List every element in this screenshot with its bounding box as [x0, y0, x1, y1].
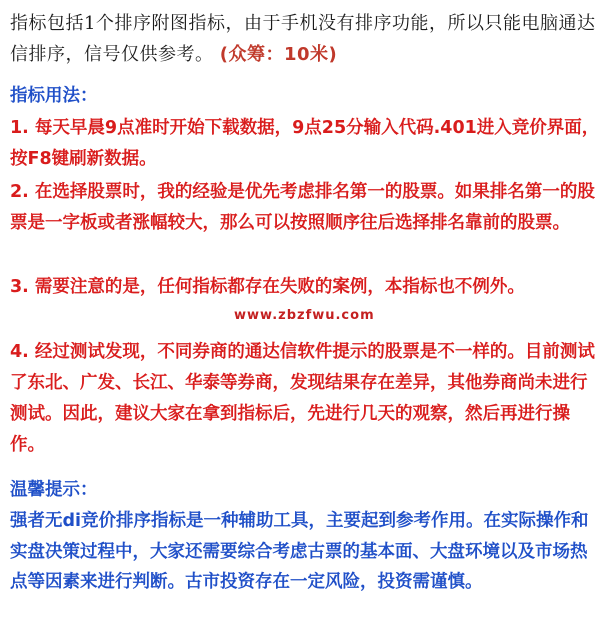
usage-item-4: 4. 经过测试发现，不同券商的通达信软件提示的股票是不一样的。目前测试了东北、广发、长江、华泰等券商，发现结果存在差异，其他券商尚未进行测试。因此，建议大家在拿到指标后，先进行几天的观察，然后再进行操作。: [10, 342, 595, 455]
usage-item-1: 1. 每天早晨9点准时开始下载数据，9点25分输入代码.401进入竞价界面，按F8键刷新数据。: [10, 118, 600, 169]
tips-heading: 温馨提示：: [10, 480, 98, 500]
intro-text: 指标包括1个排序附图指标，由于手机没有排序功能，所以只能电脑通达信排序，信号仅供参考。: [10, 13, 596, 65]
usage-item-2: 2. 在选择股票时，我的经验是优先考虑排名第一的股票。如果排名第一的股票是一字板或者涨幅较大，那么可以按照顺序往后选择排名靠前的股票。: [10, 182, 595, 233]
website-watermark: www.zbzfwu.com: [234, 308, 375, 323]
donation-note: (众筹：10米): [219, 44, 338, 65]
tips-body: 强者无di竞价排序指标是一种辅助工具，主要起到参考作用。在实际操作和实盘决策过程中，大家还需要综合考虑古票的基本面、大盘环境以及市场热点等因素来进行判断。古市投资存在一定风险，投资需谨慎。: [10, 511, 589, 592]
usage-item-3: 3. 需要注意的是，任何指标都存在失败的案例，本指标也不例外。: [10, 277, 525, 297]
intro-paragraph: [10, 8, 602, 70]
usage-heading: 指标用法：: [10, 86, 98, 106]
